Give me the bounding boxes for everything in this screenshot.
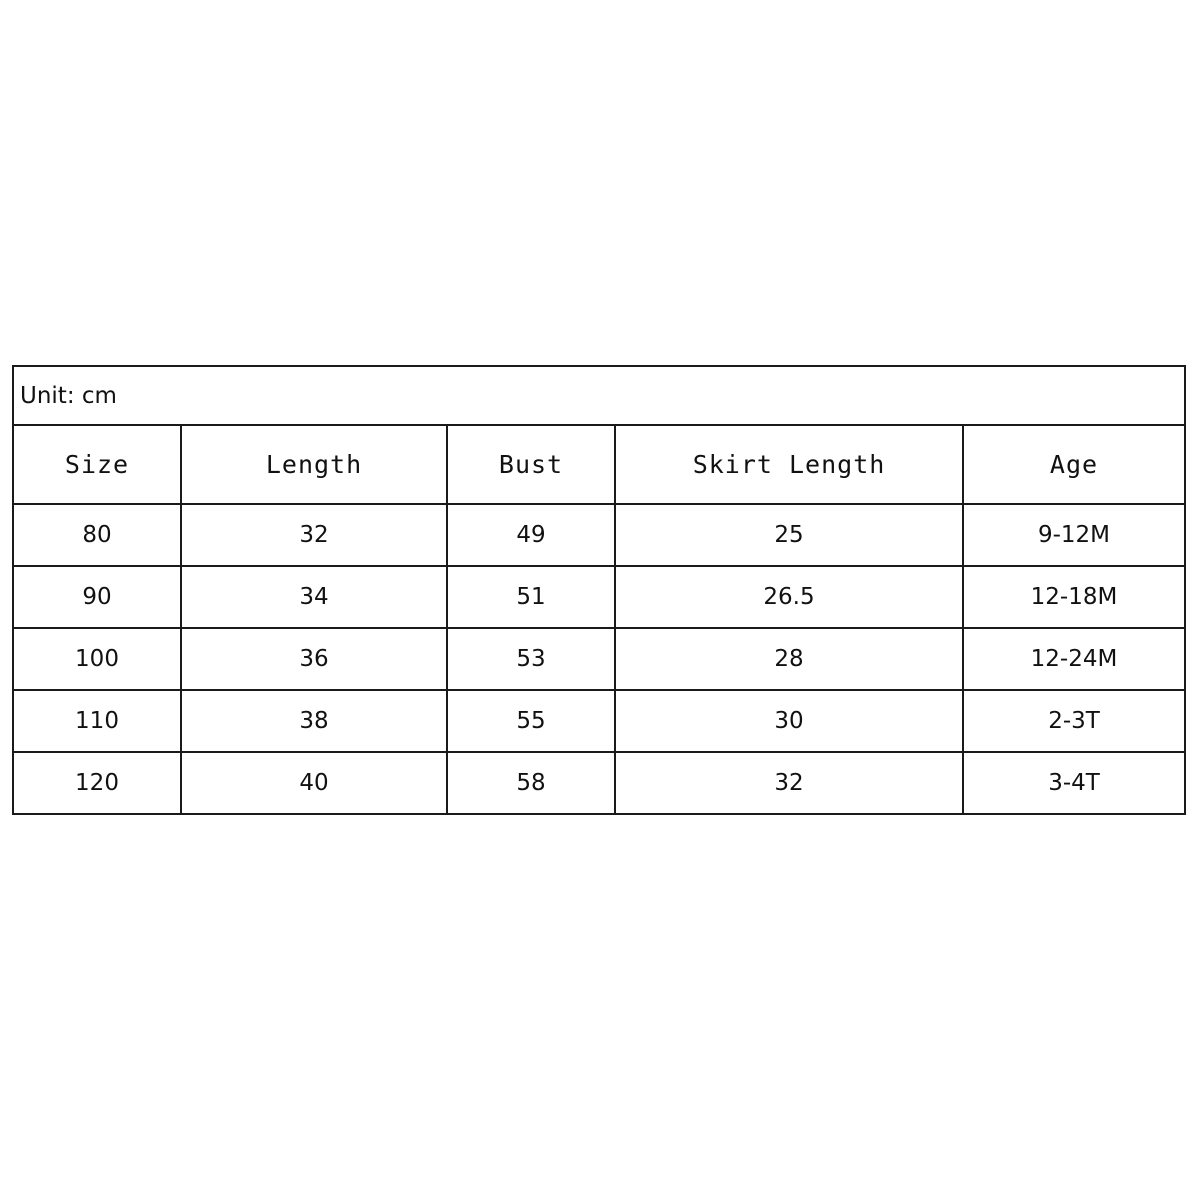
cell-size: 80 — [13, 504, 181, 566]
cell-size: 90 — [13, 566, 181, 628]
cell-length: 36 — [181, 628, 447, 690]
cell-bust: 49 — [447, 504, 615, 566]
cell-size: 120 — [13, 752, 181, 814]
cell-bust: 53 — [447, 628, 615, 690]
cell-length: 32 — [181, 504, 447, 566]
cell-age: 3-4T — [963, 752, 1185, 814]
column-header-size: Size — [13, 425, 181, 504]
column-header-bust: Bust — [447, 425, 615, 504]
table-row — [13, 504, 1185, 566]
size-chart-table — [12, 365, 1186, 815]
cell-size: 110 — [13, 690, 181, 752]
cell-length: 34 — [181, 566, 447, 628]
table-row — [13, 752, 1185, 814]
column-header-length: Length — [181, 425, 447, 504]
table-row — [13, 566, 1185, 628]
cell-length: 38 — [181, 690, 447, 752]
cell-bust: 51 — [447, 566, 615, 628]
cell-age: 12-18M — [963, 566, 1185, 628]
header-row — [13, 425, 1185, 504]
cell-bust: 58 — [447, 752, 615, 814]
cell-skirt-length: 28 — [615, 628, 963, 690]
cell-length: 40 — [181, 752, 447, 814]
cell-age: 2-3T — [963, 690, 1185, 752]
unit-row — [13, 366, 1185, 425]
cell-skirt-length: 30 — [615, 690, 963, 752]
cell-skirt-length: 26.5 — [615, 566, 963, 628]
cell-skirt-length: 25 — [615, 504, 963, 566]
column-header-skirt-length: Skirt Length — [615, 425, 963, 504]
cell-age: 12-24M — [963, 628, 1185, 690]
column-header-age: Age — [963, 425, 1185, 504]
table-row — [13, 628, 1185, 690]
cell-skirt-length: 32 — [615, 752, 963, 814]
table-row — [13, 690, 1185, 752]
cell-size: 100 — [13, 628, 181, 690]
cell-age: 9-12M — [963, 504, 1185, 566]
unit-label: Unit: cm — [13, 366, 1185, 425]
cell-bust: 55 — [447, 690, 615, 752]
